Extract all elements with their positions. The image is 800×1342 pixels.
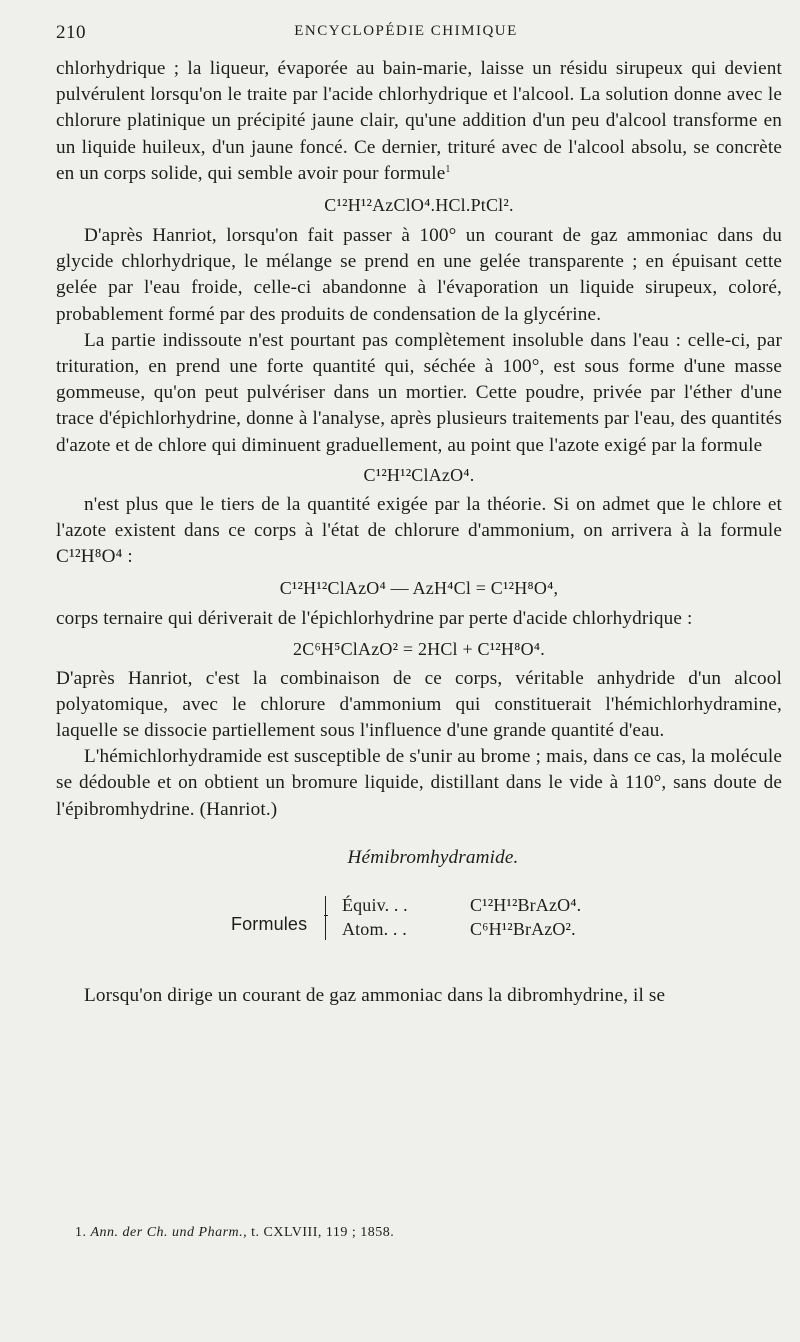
formula-row [342, 917, 576, 941]
paragraph: D'après Hanriot, lorsqu'on fait passer à 100° un courant de gaz ammoniac dans du glycide chlorhydrique, le mélange se prend en une gelée transparente ; en épuisant cette gelée par l'eau froide, celle-ci abandonne à l'évaporation un liquide sirupeux, coloré, probablement formé par des produits de condensation de la glycérine. [56, 225, 782, 325]
chemical-formula: C¹²H¹²ClAzO⁴. [363, 464, 475, 485]
paragraph: Lorsqu'on dirige un courant de gaz ammoniac dans la dibromhydrine, il se [84, 984, 666, 1006]
page-body [56, 56, 782, 1009]
formula-row-name: Équiv. . . [342, 894, 408, 915]
section-title: Hémibromhydramide. [347, 846, 519, 868]
footnote-marker: 1 [445, 163, 451, 175]
formula-row-value: C⁶H¹²BrAzO². [470, 918, 576, 939]
running-title: ENCYCLOPÉDIE CHIMIQUE [294, 23, 518, 39]
footnote [75, 1225, 394, 1241]
paragraph: D'après Hanriot, c'est la combinaison de ce corps, véritable anhydride d'un alcool polyatomique, avec le chlorure d'ammonium qui constituerait l'hémichlorhydramine, laquelle se dissocie partiellement sous l'influence d'une grande quantité d'eau. [56, 667, 782, 742]
brace [325, 896, 334, 940]
paragraph [56, 56, 782, 187]
formula-table [56, 893, 782, 963]
formula-row-value: C¹²H¹²BrAzO⁴. [470, 894, 582, 915]
formula-row [342, 893, 581, 917]
paragraph: La partie indissoute n'est pourtant pas complètement insoluble dans l'eau : celle-ci, par trituration, en prend une forte quantité qui, séchée à 100°, est sous forme d'une masse gommeuse, qu'on peut pulvériser dans un mortier. Cette poudre, privée par l'éther d'une trace d'épichlorhydrine, donne à l'analyse, après plusieurs traitements par l'eau, des quantités d'azote et de chlore qui diminuent graduellement, au point que l'azote exigé par la formule [56, 329, 782, 456]
page-number: 210 [56, 22, 86, 43]
footnote-source: Ann. der Ch. und Pharm., [90, 1225, 248, 1240]
paragraph-text: chlorhydrique ; la liqueur, évaporée au bain-marie, laisse un résidu sirupeux qui devient pulvérulent lorsqu'on le traite par l'acide chlorhydrique et l'alcool. La solution donne avec le chlorure platinique un précipité jaune clair, qu'une addition d'un peu d'alcool transforme en un liquide huileux, d'un jaune foncé. Ce dernier, trituré avec de l'alcool absolu, se concrète en un corps solide, qui semble avoir pour formule [56, 58, 782, 184]
paragraph: L'hémichlorhydramide est susceptible de s'unir au brome ; mais, dans ce cas, la molécule se dédouble et on obtient un bromure liquide, distillant dans le vide à 110°, sans doute de l'épibromhydrine. (Hanriot.) [56, 746, 782, 820]
formula-row-name: Atom. . . [342, 918, 407, 939]
paragraph: corps ternaire qui dériverait de l'épichlorhydrine par perte d'acide chlorhydrique : [56, 608, 693, 630]
chemical-equation: C¹²H¹²ClAzO⁴ — AzH⁴Cl = C¹²H⁸O⁴, [279, 578, 559, 599]
chemical-equation: 2C⁶H⁵ClAzO² = 2HCl + C¹²H⁸O⁴. [293, 638, 545, 659]
paragraph: n'est plus que le tiers de la quantité exigée par la théorie. Si on admet que le chlore et l'azote existent dans ce corps à l'état de chlorure d'ammonium, on arrivera à la formule C¹²H⁸O⁴ : [56, 493, 782, 568]
footnote-number: 1. [75, 1225, 87, 1240]
chemical-formula: C¹²H¹²AzClO⁴.HCl.PtCl². [324, 195, 514, 216]
footnote-reference: t. CXLVIII, 119 ; 1858. [251, 1225, 395, 1240]
formula-label: Formules [231, 913, 308, 934]
page-header [56, 22, 756, 48]
